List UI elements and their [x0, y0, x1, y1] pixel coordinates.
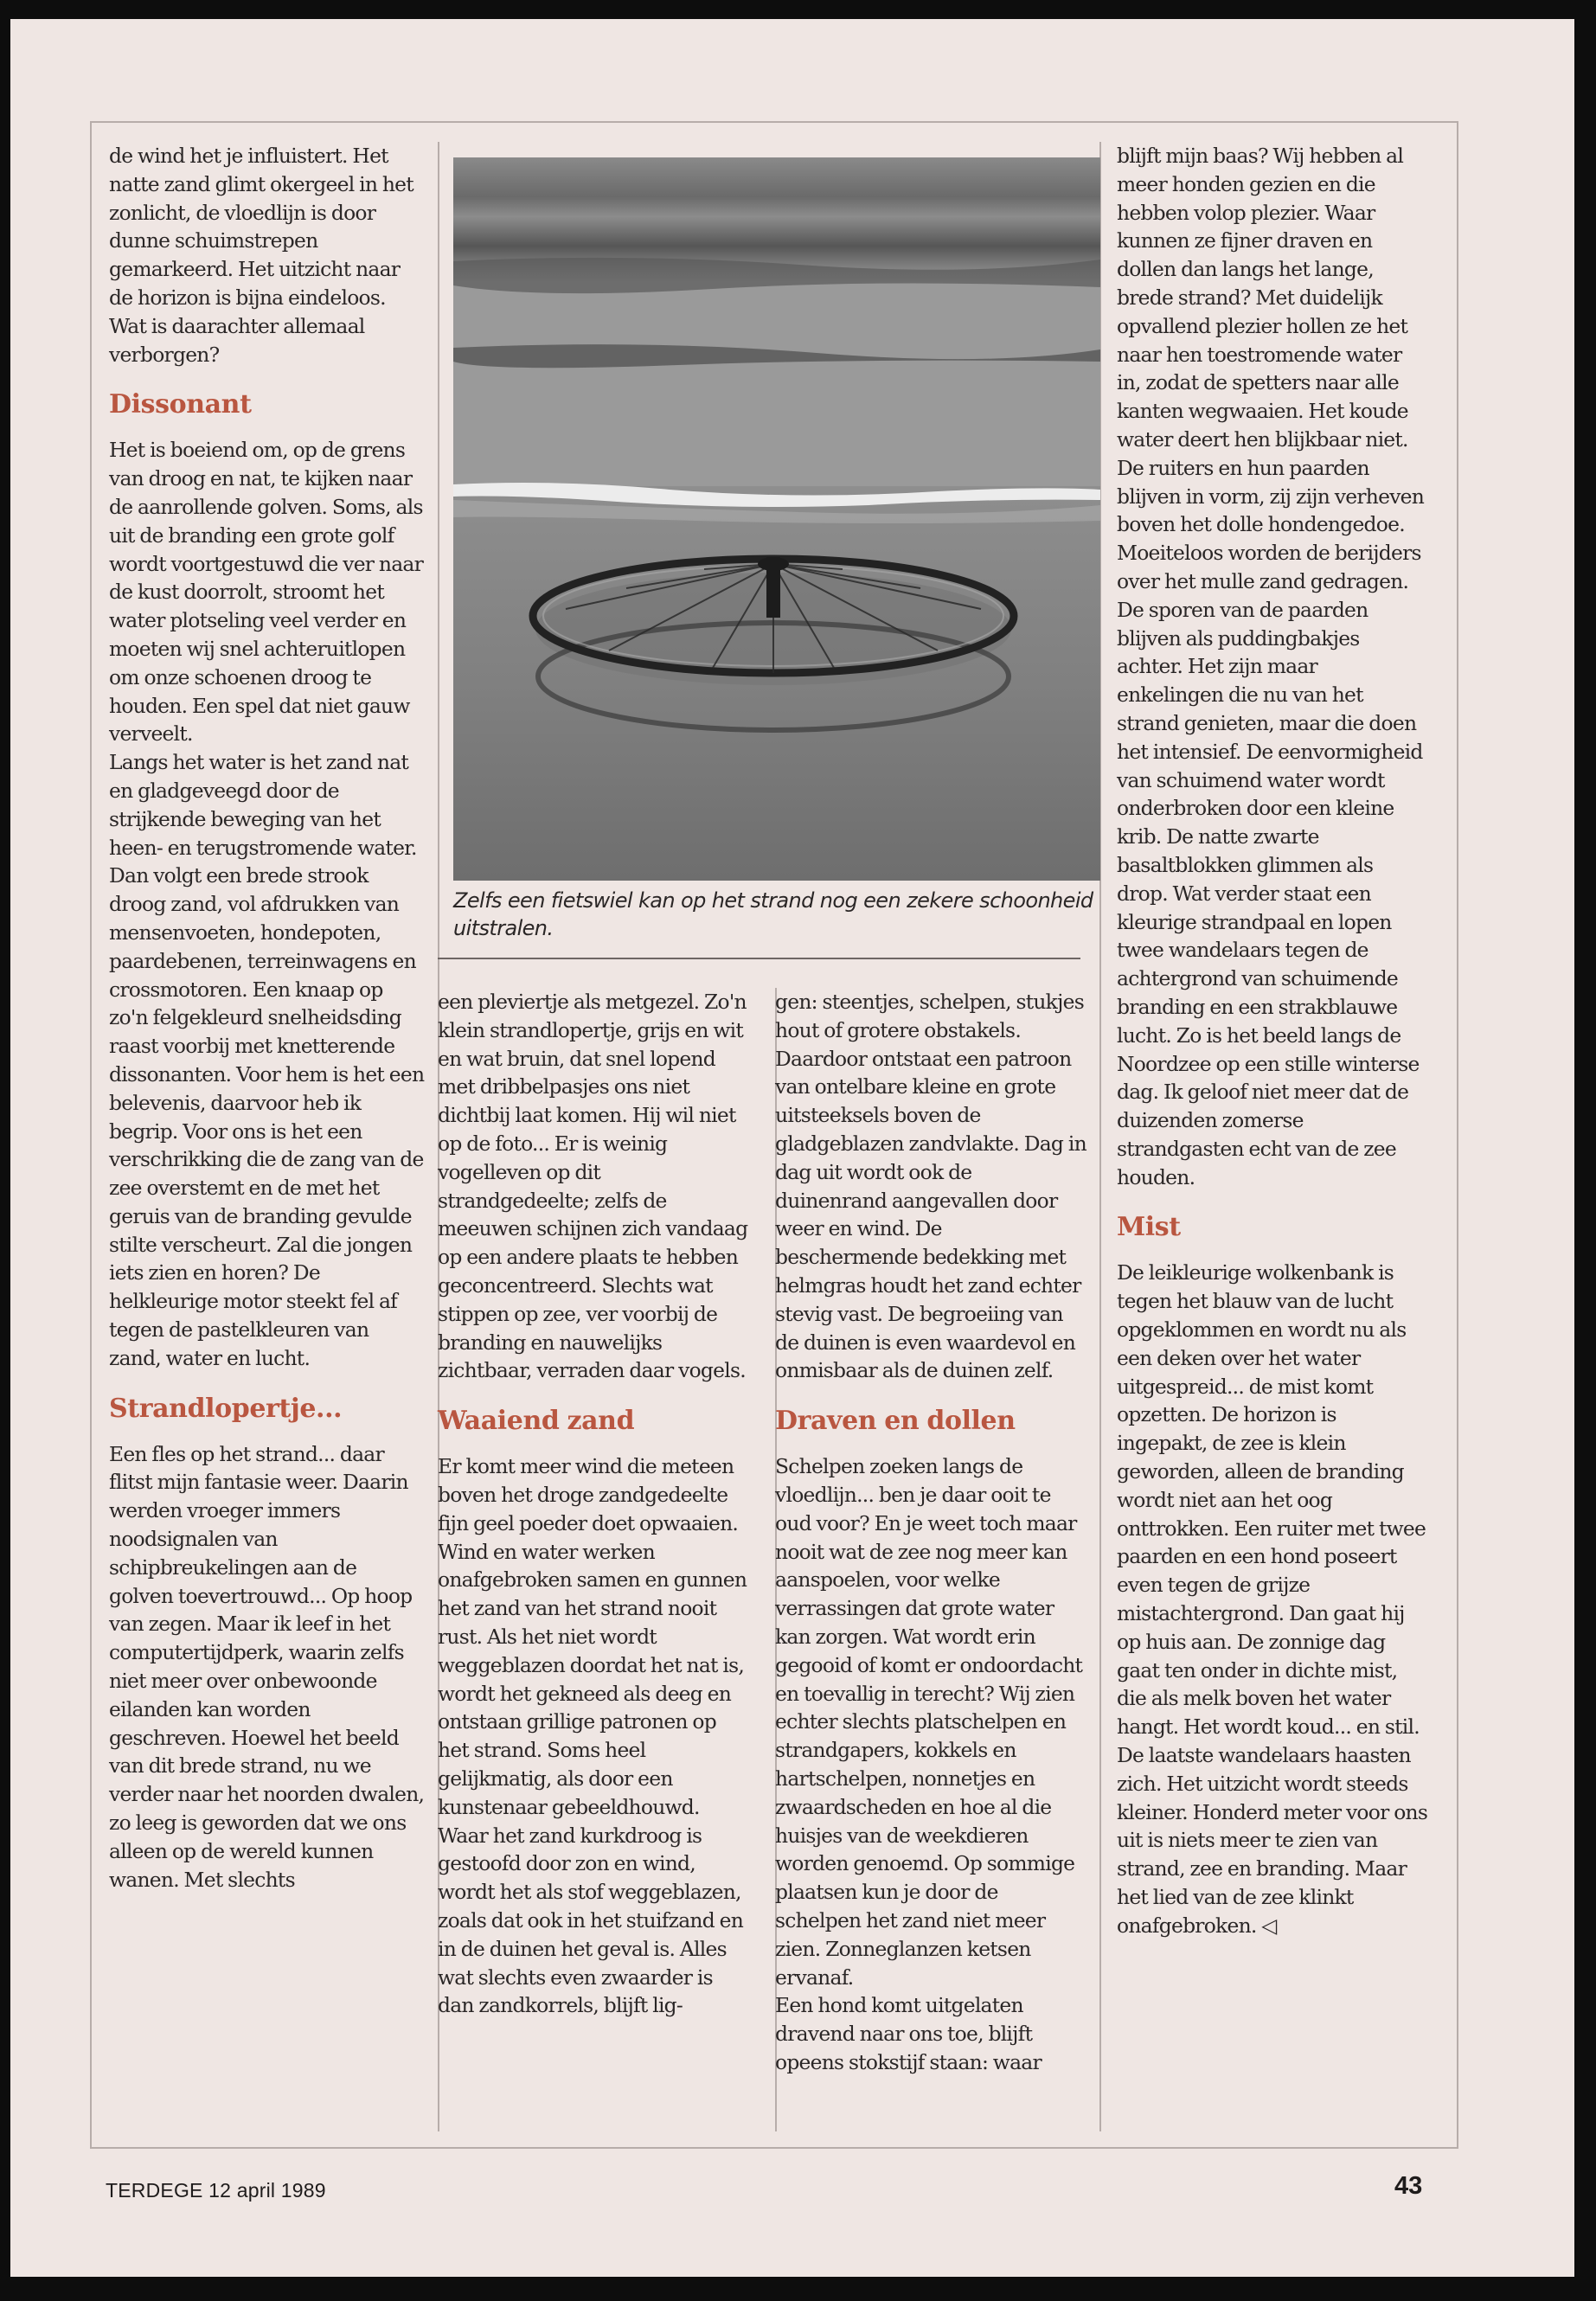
section-heading: Mist [1117, 1212, 1181, 1243]
section-heading: Strandlopertje... [109, 1393, 343, 1424]
section-heading: Dissonant [109, 389, 252, 420]
section-heading: Draven en dollen [775, 1406, 1016, 1437]
page-number: 43 [1394, 2172, 1423, 2200]
text-column-3 [775, 988, 1086, 2077]
photo-illustration [453, 157, 1100, 881]
paragraph: een pleviertje als metgezel. Zo'n klein strandlopertje, grijs en wit en wat bruin, dat snel lopend met dribbelpasjes ons niet dichtbij laat komen. Hij wil niet op de foto... Er is weinig vogelleven op dit strandgedeelte; zelfs de meeuwen schijnen zich vandaag op een andere plaats te hebben geconcentreerd. Slechts wat stippen op zee, ver voorbij de branding en nauwelijks zichtbaar, verraden daar vogels. [438, 990, 748, 1383]
paragraph: Een fles op het strand... daar flitst mijn fantasie weer. Daarin werden vroeger immers noodsignalen van schipbreukelingen aan de golven toevertrouwd... Op hoop van zegen. Maar ik leef in het computertijdperk, waarin zelfs niet meer over onbewoonde eilanden kan worden geschreven. Hoewel het beeld van dit brede strand, nu we verder naar het noorden dwalen, zo leeg is geworden dat we ons alleen op de wereld kunnen wanen. Met slechts [109, 1441, 425, 1892]
bicycle-wheel-photo [453, 157, 1100, 881]
paragraph: Schelpen zoeken langs de vloedlijn... ben je daar ooit te oud voor? En je weet toch maar nooit wat de zee nog meer kan aanspoelen, voor welke verrassingen dat grote water kan zorgen. Wat wordt erin gegooid of komt er ondoordacht en toevallig in terecht? Wij zien echter slechts platschelpen en strandgapers, kokkels en hartschelpen, nonnetjes en zwaardscheden en hoe al die huisjes van de weekdieren worden genoemd. Op sommige plaatsen kun je door de schelpen het zand niet meer zien. Zonneglanzen ketsen ervanaf. [775, 1454, 1083, 1990]
paragraph: Waar het zand kurkdroog is gestoofd door zon en wind, wordt het als stof weggeblazen, zoals dat ook in het stuifzand en in de duinen het geval is. Alles wat slechts even zwaarder is dan zandkorrels, blijft lig- [438, 1823, 744, 2018]
paragraph: gen: steentjes, schelpen, stukjes hout of grotere obstakels. Daardoor ontstaat een patroon van ontelbare kleine en grote uitsteeksels boven de gladgeblazen zandvlakte. Dag in dag uit wordt ook de duinenrand aangevallen door weer en wind. De beschermende bedekking met helmgras houdt het zand echter stevig vast. De begroeiing van de duinen is even waardevol en onmisbaar als de duinen zelf. [775, 990, 1086, 1383]
text-column-2 [438, 988, 749, 2020]
text-column-1 [109, 142, 425, 1894]
publication-footer: TERDEGE 12 april 1989 [106, 2179, 326, 2202]
paragraph: Het is boeiend om, op de grens van droog en nat, te kijken naar de aanrollende golven. Soms, als uit de branding een grote golf wordt voortgestuwd die ver naar de kust doorrolt, stroomt het water plotseling veel verder en moeten wij snel achteruitlopen om onze schoenen droog te houden. Een spel dat niet gauw verveelt. [109, 438, 424, 747]
paragraph: De leikleurige wolkenbank is tegen het blauw van de lucht opgeklommen en wordt nu als een deken over het water uitgespreid... de mist komt opzetten. De horizon is ingepakt, de zee is klein geworden, alleen de branding wordt niet aan het oog onttrokken. Een ruiter met twee paarden en een hond poseert even tegen de grijze mistachtergrond. Dan gaat hij op huis aan. De zonnige dag gaat ten onder in dichte mist, die als melk boven het water hangt. Het wordt koud... en stil. De laatste wandelaars haasten zich. Het uitzicht wordt steeds kleiner. Honderd meter voor ons uit is niets meer te zien van strand, zee en branding. Maar het lied van de zee klinkt onafgebroken. ◁ [1117, 1260, 1428, 1938]
photo-caption: Zelfs een fietswiel kan op het strand nog een zekere schoonheid uitstralen. [453, 888, 1093, 940]
paragraph: blijft mijn baas? Wij hebben al meer honden gezien en die hebben volop plezier. Waar kunnen ze fijner draven en dollen dan langs het lange, brede strand? Met duidelijk opvallend plezier hollen ze het naar hen toestromende water in, zodat de spetters naar alle kanten wegwaaien. Het koude water deert hen blijkbaar niet. [1117, 144, 1408, 452]
caption-rule [438, 958, 1080, 959]
paragraph: de wind het je influistert. Het natte zand glimt okergeel in het zonlicht, de vloedlijn is door dunne schuimstrepen gemarkeerd. Het uitzicht naar de horizon is bijna eindeloos. Wat is daarachter allemaal verborgen? [109, 144, 413, 367]
paragraph: De ruiters en hun paarden blijven in vorm, zij zijn verheven boven het dolle hondengedoe. Moeiteloos worden de berijders over het mulle zand gedragen. De sporen van de paarden blijven als puddingbakjes achter. Het zijn maar enkelingen die nu van het strand genieten, maar die doen het intensief. De eenvormigheid van schuimend water wordt onderbroken door een kleine krib. De natte zwarte basaltblokken glimmen als drop. Wat verder staat een kleurige strandpaal en lopen twee wandelaars tegen de achtergrond van schuimende branding en een strakblauwe lucht. Zo is het beeld langs de Noordzee op een stille winterse dag. Ik geloof niet meer dat de duizenden zomerse strandgasten echt van de zee houden. [1117, 455, 1425, 1189]
article-frame [90, 121, 1458, 2149]
paragraph: Langs het water is het zand nat en gladgeveegd door de strijkende beweging van het heen- en terugstromende water. Dan volgt een brede strook droog zand, vol afdrukken van mensenvoeten, hondepoten, paardebenen, terreinwagens en crossmotoren. Een knaap op zo'n felgekleurd snelheidsding raast voorbij met knetterende dissonanten. Voor hem is het een belevenis, daarvoor heb ik begrip. Voor ons is het een verschrikking die de zang van de zee overstemt en de met het geruis van de branding gevulde stilte verscheurt. Zal die jongen iets zien en horen? De helkleurige motor steekt fel af tegen de pastelkleuren van zand, water en lucht. [109, 750, 425, 1370]
text-column-4 [1117, 142, 1428, 1940]
magazine-page [10, 19, 1574, 2277]
paragraph: Er komt meer wind die meteen boven het droge zandgedeelte fijn geel poeder doet opwaaien. Wind en water werken onafgebroken samen en gunnen het zand van het strand nooit rust. Als het niet wordt weggeblazen doordat het nat is, wordt het gekneed als deeg en ontstaan grillige patronen op het strand. Soms heel gelijkmatig, als door een kunstenaar gebeeldhouwd. [438, 1454, 747, 1819]
section-heading: Waaiend zand [438, 1406, 635, 1437]
paragraph: Een hond komt uitgelaten dravend naar ons toe, blijft opeens stokstijf staan: waar [775, 1993, 1042, 2074]
